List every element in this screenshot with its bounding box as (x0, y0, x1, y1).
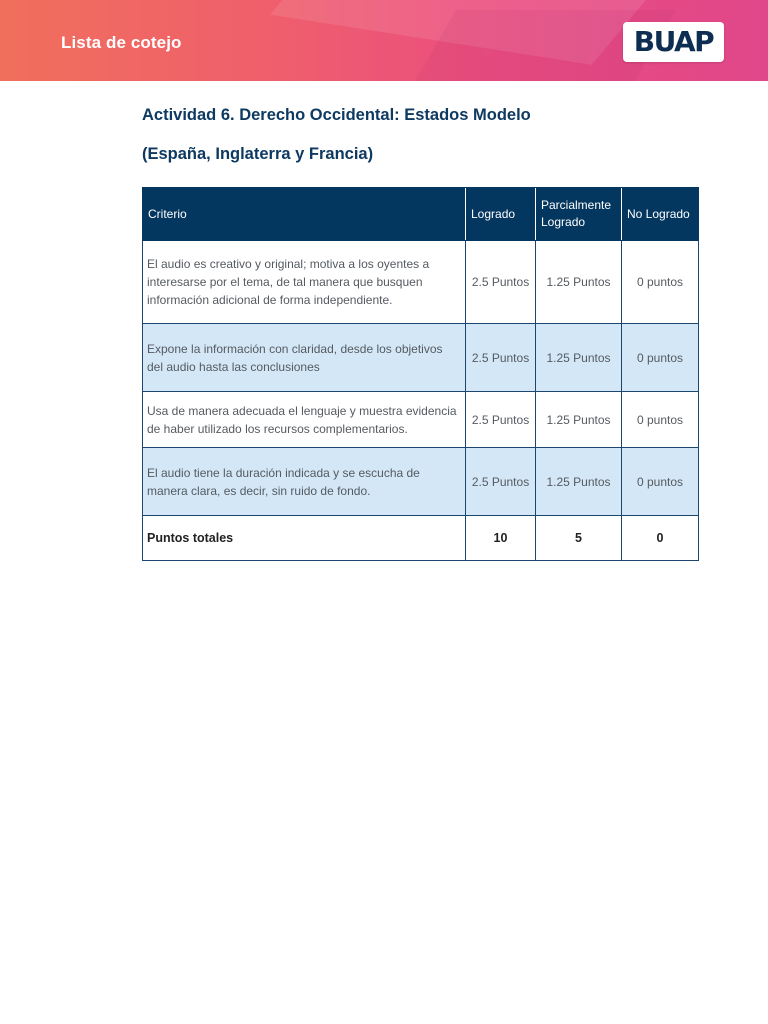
checklist-table (142, 187, 699, 561)
no-logrado-cell: 0 puntos (622, 392, 699, 448)
total-parcial: 5 (536, 516, 622, 561)
total-no-logrado: 0 (622, 516, 699, 561)
column-header-criterio: Criterio (143, 188, 466, 241)
column-header-logrado: Logrado (466, 188, 536, 241)
criterion-cell: Expone la información con claridad, desde los objetivos del audio hasta las conclusiones (143, 324, 466, 392)
logrado-cell: 2.5 Puntos (466, 448, 536, 516)
criterion-cell: Usa de manera adecuada el lenguaje y muestra evidencia de haber utilizado los recursos complementarios. (143, 392, 466, 448)
no-logrado-cell: 0 puntos (622, 324, 699, 392)
criterion-cell: El audio tiene la duración indicada y se escucha de manera clara, es decir, sin ruido de fondo. (143, 448, 466, 516)
banner-title: Lista de cotejo (61, 33, 182, 52)
table-header-row (143, 188, 699, 241)
parcial-cell: 1.25 Puntos (536, 241, 622, 324)
table-row (143, 324, 699, 392)
header-banner (0, 0, 768, 81)
activity-subtitle: (España, Inglaterra y Francia) (142, 145, 374, 163)
logrado-cell: 2.5 Puntos (466, 392, 536, 448)
total-label: Puntos totales (143, 516, 466, 561)
total-row (143, 516, 699, 561)
logo-text: BUAP (633, 25, 714, 58)
table-row (143, 392, 699, 448)
total-logrado: 10 (466, 516, 536, 561)
buap-logo (623, 22, 724, 62)
parcial-cell: 1.25 Puntos (536, 392, 622, 448)
parcial-cell: 1.25 Puntos (536, 448, 622, 516)
table-row (143, 448, 699, 516)
no-logrado-cell: 0 puntos (622, 448, 699, 516)
parcial-cell: 1.25 Puntos (536, 324, 622, 392)
logrado-cell: 2.5 Puntos (466, 324, 536, 392)
table-row (143, 241, 699, 324)
column-header-parcialmente-logrado: Parcialmente Logrado (536, 188, 622, 241)
no-logrado-cell: 0 puntos (622, 241, 699, 324)
logrado-cell: 2.5 Puntos (466, 241, 536, 324)
column-header-no-logrado: No Logrado (622, 188, 699, 241)
activity-title: Actividad 6. Derecho Occidental: Estados Modelo (142, 106, 531, 124)
criterion-cell: El audio es creativo y original; motiva a los oyentes a interesarse por el tema, de tal manera que busquen información adicional de forma independiente. (143, 241, 466, 324)
